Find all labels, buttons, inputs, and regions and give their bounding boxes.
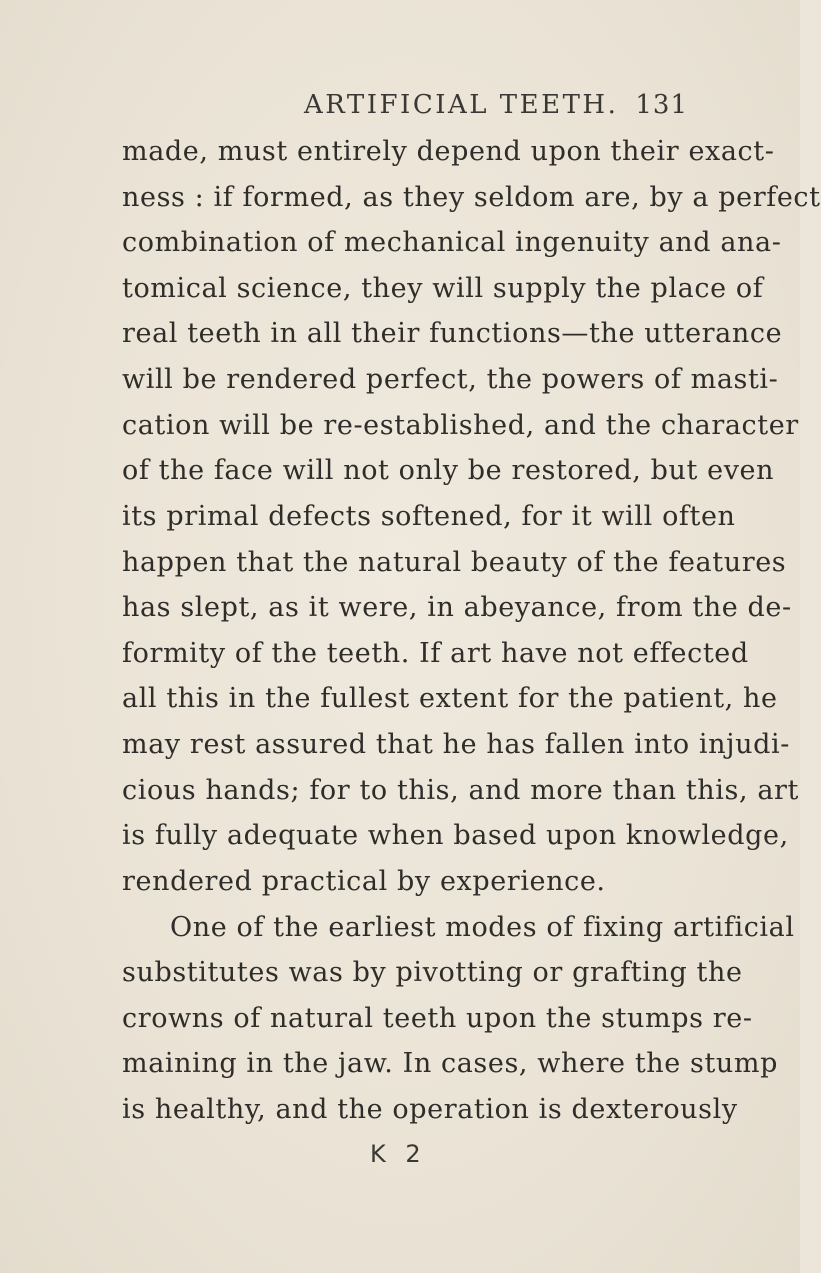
text-line: cation will be re-established, and the character (122, 410, 799, 441)
text-line: substitutes was by pivotting or grafting the (122, 957, 743, 988)
text-line: maining in the jaw. In cases, where the stump (122, 1048, 779, 1079)
text-line: may rest assured that he has fallen into injudi- (122, 729, 790, 760)
text-line-paragraph-end: rendered practical by experience. (122, 866, 606, 897)
text-line: crowns of natural teeth upon the stumps re- (122, 1003, 753, 1034)
text-line: is healthy, and the operation is dexterously (122, 1094, 738, 1125)
text-line: all this in the fullest extent for the patient, he (122, 683, 778, 714)
text-line: cious hands; for to this, and more than this, art (122, 775, 799, 806)
text-line: combination of mechanical ingenuity and ana- (122, 227, 782, 258)
text-line: tomical science, they will supply the place of (122, 273, 764, 304)
text-line: its primal defects softened, for it will often (122, 501, 736, 532)
text-line: has slept, as it were, in abeyance, from the de- (122, 592, 792, 623)
text-line: real teeth in all their functions—the utterance (122, 318, 783, 349)
text-line-paragraph-start: One of the earliest modes of fixing artificial (170, 912, 795, 943)
text-line: happen that the natural beauty of the features (122, 547, 787, 578)
text-line: will be rendered perfect, the powers of masti- (122, 364, 779, 395)
text-line: of the face will not only be restored, but even (122, 455, 775, 486)
text-line: formity of the teeth. If art have not effected (122, 638, 749, 669)
text-line: ness : if formed, as they seldom are, by a perfect (122, 182, 821, 213)
text-line: is fully adequate when based upon knowledge, (122, 820, 789, 851)
signature-mark: K 2 (370, 1140, 427, 1168)
page-number: 131 (635, 90, 688, 120)
running-title: ARTIFICIAL TEETH. (304, 90, 619, 120)
text-line: made, must entirely depend upon their exact- (122, 136, 775, 167)
